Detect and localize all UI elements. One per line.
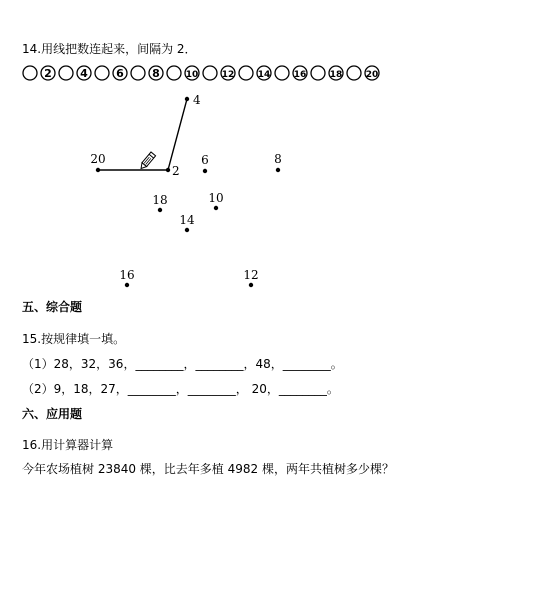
dot-4 (185, 97, 189, 101)
circle-number: 16 (293, 70, 307, 80)
q15-row1: （1）28，32，36，________，________，48，________。 (22, 357, 343, 371)
dot-label-12: 12 (243, 268, 259, 282)
dot-label-20: 20 (90, 152, 106, 166)
section6-title: 六、应用题 (22, 407, 83, 421)
pencil-icon (139, 152, 156, 170)
dot-8 (276, 168, 280, 172)
dot-label-4: 4 (193, 93, 201, 107)
dot-20 (96, 168, 100, 172)
dot-10 (214, 206, 218, 210)
q16-text: 今年农场植树 23840 棵，比去年多植 4982 棵，两年共植树多少棵？ (22, 462, 394, 476)
dot-18 (158, 208, 162, 212)
circle-number: 8 (152, 67, 160, 80)
dot-label-16: 16 (119, 268, 135, 282)
dot-2 (166, 168, 170, 172)
dot-label-8: 8 (274, 152, 282, 166)
circle-number: 4 (80, 67, 88, 80)
q15-title: 15.按规律填一填。 (22, 332, 126, 346)
circle-number: 14 (257, 70, 271, 80)
dot-label-6: 6 (201, 153, 209, 167)
connect-line-2-4 (168, 99, 187, 170)
q16-title: 16.用计算器计算 (22, 438, 114, 452)
q14-title: 14.用线把数连起来，间隔为 2． (22, 42, 197, 56)
dot-6 (203, 169, 207, 173)
dot-label-2: 2 (172, 164, 180, 178)
q15-row2: （2）9，18，27，________，________， 20，________。 (22, 382, 339, 396)
dot-label-10: 10 (208, 191, 224, 205)
circle-number: 20 (365, 70, 379, 80)
dot-16 (125, 283, 129, 287)
dot-label-14: 14 (179, 213, 195, 227)
circle-number: 18 (329, 70, 343, 80)
circle-number: 10 (185, 70, 199, 80)
circle-number: 2 (44, 67, 52, 80)
dot-12 (249, 283, 253, 287)
dot-14 (185, 228, 189, 232)
circle-number: 12 (221, 70, 235, 80)
circle-number: 6 (116, 67, 124, 80)
section5-title: 五、综合题 (22, 300, 83, 314)
dot-label-18: 18 (152, 193, 168, 207)
